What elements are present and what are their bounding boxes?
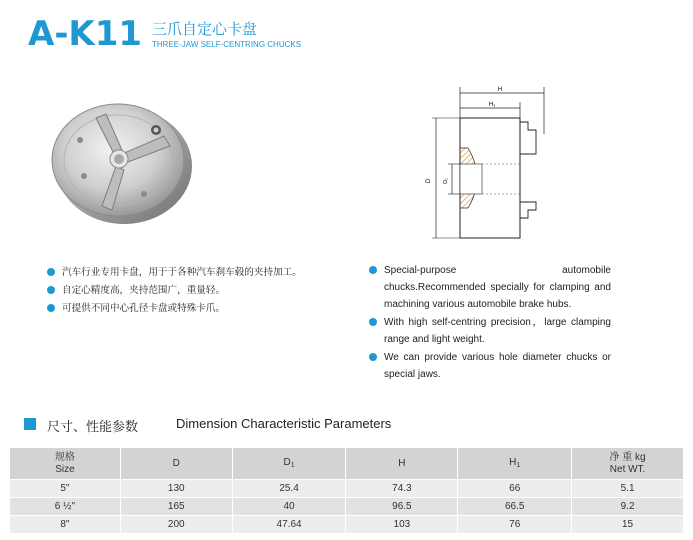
feature-item-en: We can provide various hole diameter chucks or special jaws. — [369, 349, 611, 383]
square-bullet-icon — [24, 418, 36, 430]
bullet-icon — [369, 353, 377, 361]
table-row: 6 ½" 165 40 96.5 66.5 9.2 — [10, 498, 684, 516]
feature-item-cn: 自定心精度高，夹持范围广，重量轻。 — [47, 282, 312, 299]
bullet-icon — [47, 268, 55, 276]
dim-label-h1: H₁ — [488, 102, 496, 108]
section-title-en: Dimension Characteristic Parameters — [176, 416, 392, 431]
header-net-weight: 净 重 kg Net WT. — [572, 448, 684, 480]
header-d1: $D_1$ — [232, 448, 346, 480]
feature-item-cn: 可提供不同中心孔径卡盘或特殊卡爪。 — [47, 300, 312, 317]
features-list-en — [369, 262, 611, 384]
table-row: 8" 200 47.64 103 76 15 — [10, 516, 684, 534]
feature-item-cn: 汽车行业专用卡盘，用于于各种汽车刹车毂的夹持加工。 — [47, 264, 312, 281]
table-row: 5" 130 25.4 74.3 66 5.1 — [10, 480, 684, 498]
product-title-en: THREE-JAW SELF-CENTRING CHUCKS — [152, 40, 302, 49]
bullet-icon — [47, 286, 55, 294]
bullet-icon — [369, 318, 377, 326]
chuck-product-image — [44, 96, 194, 226]
header-h1: $H_1$ — [458, 448, 572, 480]
features-list-cn — [47, 264, 312, 318]
product-title-cn: 三爪自定心卡盘 — [152, 20, 258, 38]
chuck-dimension-drawing — [410, 84, 560, 244]
dim-label-h: H — [497, 87, 503, 93]
header-d: D — [120, 448, 232, 480]
bullet-icon — [47, 304, 55, 312]
feature-item-en: With high self-centring precision，large clamping range and light weight. — [369, 314, 611, 348]
dim-label-d: D — [426, 178, 432, 184]
dim-label-d1: D₁ — [443, 178, 449, 184]
header-h: H — [346, 448, 458, 480]
section-title-cn: 尺寸、性能参数 — [47, 420, 139, 435]
parameters-table — [9, 447, 684, 534]
feature-item-en: Special-purpose automobile chucks.Recommended specially for clamping and machining various automobile brake hubs. — [369, 262, 611, 313]
model-code: A-K11 — [28, 14, 143, 54]
table-header-row — [10, 448, 684, 480]
header-size: 规格 Size — [10, 448, 121, 480]
bullet-icon — [369, 266, 377, 274]
